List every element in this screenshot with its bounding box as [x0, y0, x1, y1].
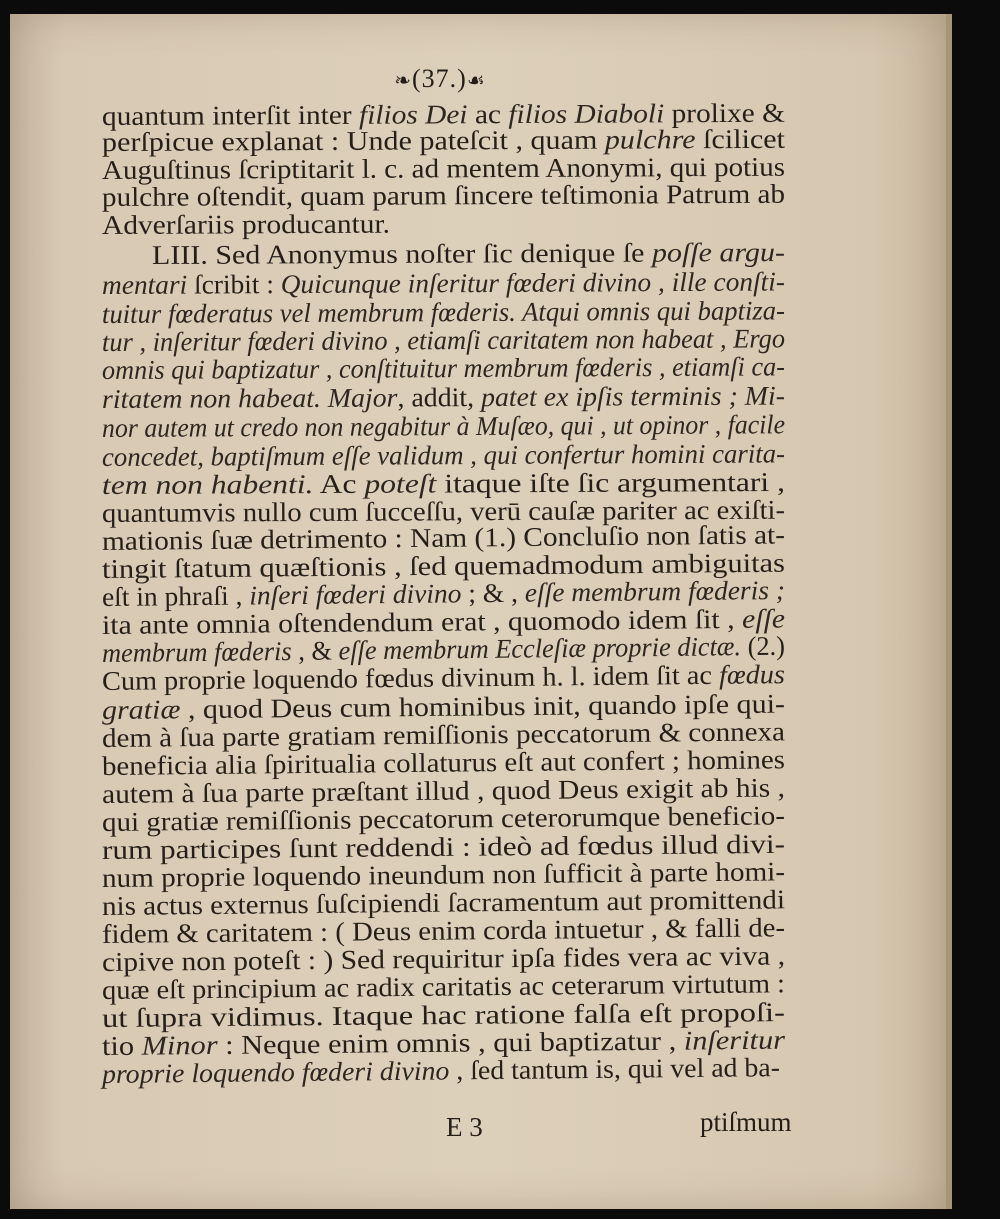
text-line	[102, 1052, 780, 1089]
signature-mark: E 3	[446, 1112, 483, 1142]
roman-text: quantum interſit inter	[101, 99, 360, 131]
text-line	[102, 351, 785, 385]
roman-text: ita ante omnia oſtendendum erat , quomodo idem ſit ,	[101, 603, 743, 640]
roman-text: fidem & caritatem : ( Deus enim corda intuetur , & falli de-	[101, 912, 786, 949]
roman-text: tio	[101, 1030, 142, 1061]
italic-text: poteſt	[364, 468, 437, 499]
roman-text: Auguſtinus ſcriptitarit l. c. ad mentem Anonymi, qui potius	[101, 151, 786, 185]
italic-text: proprie loquendo fœderi divino	[101, 1055, 450, 1089]
roman-text: ; & ,	[461, 577, 525, 609]
italic-text: eſſe	[741, 603, 786, 634]
italic-text: gratiæ	[101, 694, 181, 725]
italic-text: tur , inſeritur fœderi divino , etiamſi caritatem non habeat , Ergo	[101, 323, 786, 357]
text-line	[102, 179, 785, 212]
roman-text: dem à ſua parte gratiam remiſſionis peccatorum & connexa	[101, 716, 786, 753]
page-header	[340, 64, 540, 94]
roman-text: nis actus externus ſuſcipiendi ſacramentum aut promittendi	[101, 884, 786, 921]
roman-text: prolixe &	[664, 97, 786, 129]
catchword: ptiſmum	[700, 1107, 792, 1137]
italic-text: eſſe membrum fœderis ;	[524, 574, 786, 608]
roman-text: eſt in phraſi ,	[101, 580, 250, 612]
italic-text: concedet, baptiſmum eſſe validum , qui confertur homini carita-	[101, 438, 786, 472]
roman-text: , addit,	[397, 382, 482, 413]
roman-text: : Neque enim omnis , qui baptizatur ,	[217, 1025, 684, 1060]
italic-text: Major	[327, 382, 398, 413]
book-page	[10, 14, 946, 1209]
left-ornament-icon: ❧	[394, 70, 412, 92]
italic-text: filios Dei	[358, 99, 468, 130]
italic-text: filios Diaboli	[508, 98, 665, 130]
roman-text: beneficia alia ſpiritualia collaturus eſt aut confert ; homines	[101, 744, 786, 781]
italic-text: fœdus	[718, 659, 786, 690]
page-edge	[946, 14, 952, 1209]
italic-text: patet ex ipſis terminis ; Mi-	[480, 380, 786, 413]
italic-text: inſeri fœderi divino	[249, 578, 462, 611]
roman-text: LIII. Sed Anonymus noſter ſic denique ſe	[151, 237, 653, 270]
roman-text: ſcribit :	[187, 269, 281, 300]
roman-text: quæ eſt principium ac radix caritatis ac ceterarum virtutum :	[101, 968, 786, 1005]
roman-text: num proprie loquendo ineundum non ſufficit à parte homi-	[101, 856, 786, 893]
roman-text: perſpicue explanat : Unde pateſcit , quam	[101, 124, 605, 157]
roman-text: , &	[291, 635, 339, 666]
roman-text: , ſed tantum is, qui vel ad ba-	[449, 1052, 781, 1086]
roman-text: Ac	[313, 468, 365, 500]
italic-text: nor autem ut credo non negabitur à Muſæo, qui , ut opinor , facile	[101, 409, 786, 443]
roman-text: tingit ſtatum quæſtionis , ſed quemadmodum ambiguitas	[101, 547, 786, 584]
italic-text: tuitur fœderatus vel membrum fœderis. Atqui omnis qui baptiza-	[101, 295, 786, 329]
roman-text: qui gratiæ remiſſionis peccatorum ceterorumque beneficio-	[101, 800, 786, 837]
italic-text: pulchre	[604, 124, 696, 155]
italic-text: Minor	[141, 1029, 218, 1061]
roman-text: pulchre oſtendit, quam parum ſincere teſtimonia Patrum ab	[101, 178, 786, 212]
italic-text: Quicunque inſeritur fœderi divino , ille conſti-	[280, 266, 786, 300]
italic-text: ritatem non habeat.	[101, 382, 321, 414]
page-number: (37.)	[412, 64, 467, 93]
roman-text: (2.)	[740, 630, 786, 662]
roman-text: Adverſariis producantur.	[101, 208, 391, 240]
roman-text: cipive non poteſt : ) Sed requiritur ipſa fides vera ac viva ,	[101, 940, 786, 977]
roman-text: ut ſupra vidimus. Itaque hac ratione falſa eſt propoſi-	[101, 997, 786, 1033]
italic-text: membrum fœderis	[101, 635, 292, 668]
roman-text: , quod Deus cum hominibus init, quando ipſe qui-	[180, 688, 786, 725]
roman-text: ac	[467, 99, 509, 130]
italic-text: omnis qui baptizatur , conſtituitur membrum fœderis , etiamſi ca-	[101, 351, 786, 385]
roman-text: itaque iſte ſic argumentari ,	[436, 466, 786, 499]
italic-text: tem non habenti.	[101, 469, 314, 500]
roman-text: autem à ſua parte præſtant illud , quod Deus exigit ab his ,	[101, 772, 786, 809]
roman-text: quantumvis nullo cum ſucceſſu, verū cauſæ pariter ac exiſti-	[101, 494, 786, 528]
italic-text: poſſe argu-	[651, 237, 786, 268]
right-ornament-icon: ☙	[466, 70, 486, 92]
italic-text: mentari	[101, 269, 188, 300]
roman-text: ſcilicet	[695, 123, 786, 155]
text-line	[102, 209, 390, 240]
text-line	[152, 237, 785, 270]
roman-text: rum participes ſunt reddendi : ideò ad fœdus illud divi-	[101, 828, 786, 865]
italic-text: eſſe membrum Eccleſiæ proprie dictæ.	[338, 631, 742, 666]
roman-text: Cum proprie loquendo fœdus divinum h. l. idem ſit ac	[101, 659, 720, 696]
italic-text: inſeritur	[683, 1024, 786, 1056]
roman-text: mationis ſuæ detrimento : Nam (1.) Concluſio non ſatis at-	[101, 519, 786, 556]
